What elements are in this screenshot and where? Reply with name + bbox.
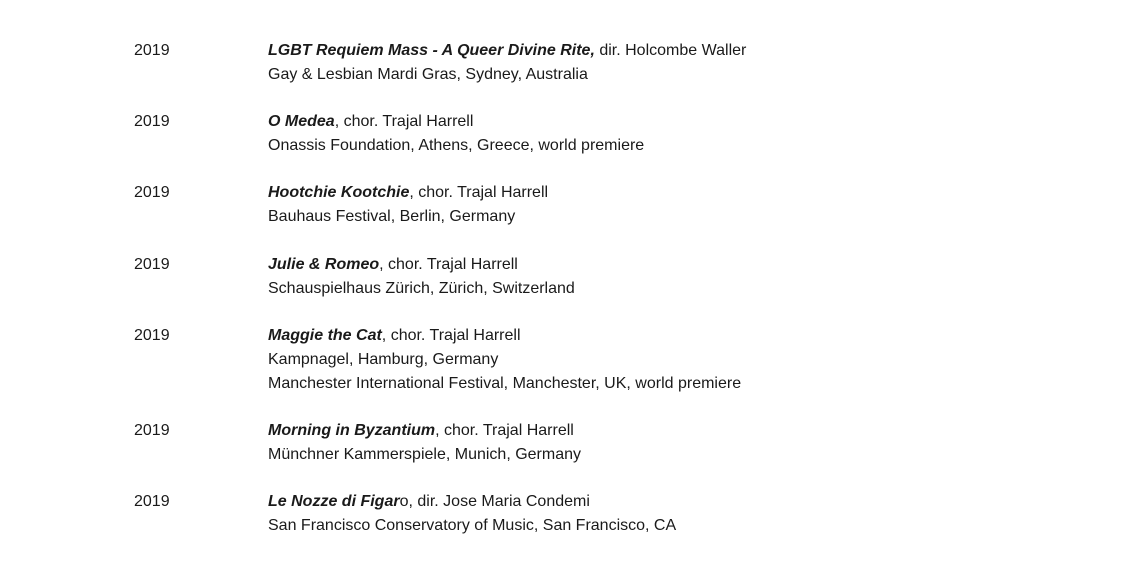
entry-venue: Onassis Foundation, Athens, Greece, world premiere: [268, 137, 645, 154]
entry-content: [268, 253, 1128, 301]
entry-title-line: [268, 181, 1128, 205]
entry-credit: , dir. Jose Maria Condemi: [408, 493, 590, 510]
entry-title: LGBT Requiem Mass - A Queer Divine Rite,: [268, 42, 595, 59]
entry-credit: , chor. Trajal Harrell: [409, 184, 549, 201]
entry-title-line: [268, 39, 1128, 63]
entry-content: [268, 110, 1128, 158]
entry-content: [268, 490, 1128, 538]
entry-content: [268, 324, 1128, 396]
entry-title-line: [268, 324, 1128, 348]
entry-venue: Gay & Lesbian Mardi Gras, Sydney, Australia: [268, 66, 588, 83]
entry-title-line: [268, 490, 1128, 514]
entry-credit: , chor. Trajal Harrell: [435, 422, 574, 439]
entry-year: 2019: [134, 422, 170, 439]
entry-venue: Manchester International Festival, Manchester, UK, world premiere: [268, 375, 742, 392]
entry-content: [268, 419, 1128, 467]
entry-title-line: [268, 253, 1128, 277]
entry-credit: , chor. Trajal Harrell: [334, 113, 474, 130]
entry-title-suffix: o: [399, 493, 409, 510]
entry-title-line: [268, 110, 1128, 134]
entry-year: 2019: [134, 184, 170, 201]
entry-credit: dir. Holcombe Waller: [594, 42, 747, 59]
entry-title: Morning in Byzantium: [268, 422, 436, 439]
entry-title: O Medea: [268, 113, 335, 130]
entry-venue: Bauhaus Festival, Berlin, Germany: [268, 208, 516, 225]
entry-title: Julie & Romeo: [268, 256, 380, 273]
entry-venue: Schauspielhaus Zürich, Zürich, Switzerland: [268, 280, 575, 297]
entry-year: 2019: [134, 42, 170, 59]
entry-title: Le Nozze di Figar: [268, 493, 400, 510]
entry-year: 2019: [134, 113, 170, 130]
entry-year: 2019: [134, 256, 170, 273]
entry-credit: , chor. Trajal Harrell: [379, 256, 518, 273]
entry-venue: Münchner Kammerspiele, Munich, Germany: [268, 446, 582, 463]
entry-content: [268, 181, 1128, 229]
entry-year: 2019: [134, 493, 170, 510]
entry-venue: Kampnagel, Hamburg, Germany: [268, 351, 499, 368]
entry-title: Maggie the Cat: [268, 327, 382, 344]
entry-title: Hootchie Kootchie: [268, 184, 410, 201]
entry-title-line: [268, 419, 1128, 443]
entry-venue: San Francisco Conservatory of Music, San Francisco, CA: [268, 517, 677, 534]
entry-content: [268, 39, 1128, 87]
entry-year: 2019: [134, 327, 170, 344]
entry-credit: , chor. Trajal Harrell: [381, 327, 521, 344]
